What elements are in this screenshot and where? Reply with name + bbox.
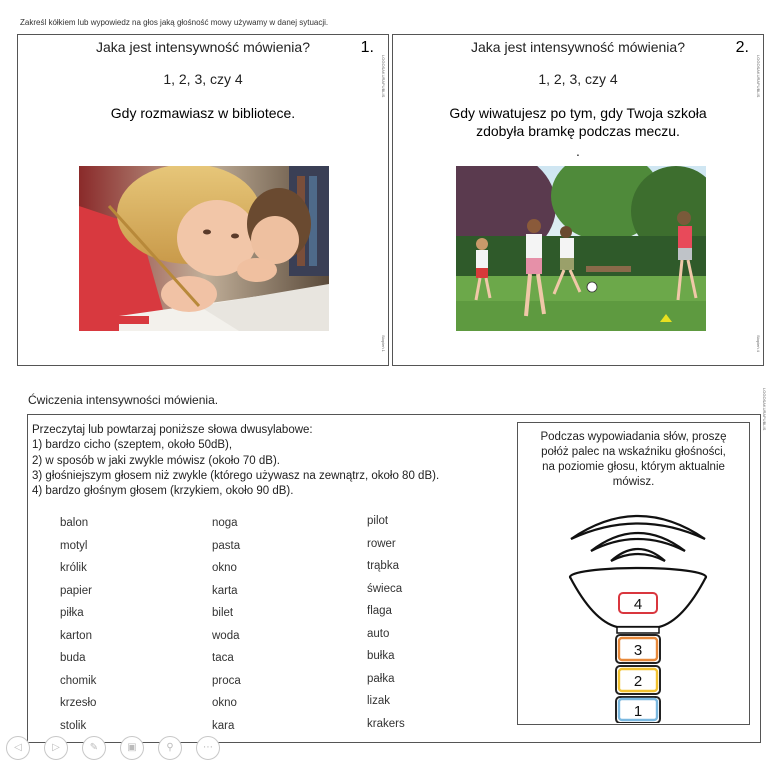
- volume-level-label: 1: [633, 703, 643, 720]
- exercise-box: [27, 414, 761, 743]
- exercise-word: trąbka: [367, 560, 399, 572]
- sound-wave-icon: [571, 524, 705, 540]
- exercise-instructions: [32, 423, 439, 499]
- card-number: 1.: [360, 39, 374, 56]
- exercise-word: rower: [367, 537, 396, 550]
- exercise-word: flaga: [367, 605, 392, 617]
- meter-text-line: Podczas wypowiadania słów, proszę: [540, 431, 727, 443]
- card-side-code: LOGOSAKURAPUBLIS: [756, 55, 761, 98]
- situation-card-1: [17, 34, 389, 366]
- instruction-line: 4) bardzo głośnym głosem (krzykiem, około 90 dB).: [32, 485, 294, 498]
- instruction-line: Przeczytaj lub powtarzaj poniższe słowa dwusylabowe:: [32, 424, 313, 436]
- zoom-icon[interactable]: ⚲: [158, 736, 182, 760]
- volume-level-label: 3: [633, 642, 643, 659]
- instruction-line: 1) bardzo cicho (szeptem, około 50dB),: [32, 439, 233, 452]
- prev-icon[interactable]: ◁: [6, 736, 30, 760]
- exercise-word: motyl: [60, 539, 88, 552]
- sound-wave-icon: [571, 516, 705, 539]
- exercise-word: krzesło: [60, 697, 97, 709]
- exercise-word: chomik: [60, 674, 97, 687]
- situation-card-2: [392, 34, 764, 366]
- exercise-word: krakers: [367, 717, 405, 730]
- card-question: Jaka jest intensywność mówienia?: [471, 39, 685, 55]
- volume-level-label: 4: [633, 596, 643, 613]
- card-dot: .: [576, 143, 580, 159]
- card-situation-line1: Gdy wiwatujesz po tym, gdy Twoja szkoła: [449, 105, 707, 121]
- card-options: 1, 2, 3, czy 4: [538, 71, 618, 87]
- exercise-word: pilot: [367, 515, 389, 527]
- exercise-word: karta: [212, 584, 238, 597]
- card-situation: Gdy rozmawiasz w bibliotece.: [110, 105, 296, 121]
- exercise-word: pasta: [212, 539, 241, 552]
- card-side-page: Stopień 4: [756, 335, 761, 352]
- next-icon[interactable]: ▷: [44, 736, 68, 760]
- exercise-word: okno: [212, 562, 237, 574]
- meter-text-line: połóż palec na wskaźniku głośności,: [541, 446, 726, 458]
- card-question: Jaka jest intensywność mówienia?: [96, 39, 310, 55]
- card-situation-line2: zdobyła bramkę podczas meczu.: [476, 123, 680, 139]
- card-side-code: LOGOSAKURAPUBLIS: [381, 55, 386, 98]
- exercise-word: karton: [60, 629, 92, 642]
- instruction-line: 2) w sposób w jaki zwykle mówisz (około 70 dB).: [32, 454, 280, 467]
- instruction-text: Zakreśl kółkiem lub wypowiedz na głos jaką głośność mowy używamy w danej sytuacji.: [20, 18, 329, 27]
- photo-child-writing: [79, 166, 329, 331]
- exercise-word: taca: [212, 652, 234, 664]
- meter-text-line: mówisz.: [612, 476, 655, 488]
- exercise-word: piłka: [60, 607, 84, 619]
- volume-meter-panel: [517, 422, 750, 725]
- exercise-word: królik: [60, 562, 87, 574]
- exercise-word: buda: [60, 652, 86, 664]
- volume-meter-graphic: [563, 503, 713, 723]
- exercise-word: kara: [212, 719, 235, 732]
- exercise-word: stolik: [60, 719, 87, 732]
- meter-text-line: na poziomie głosu, którym aktualnie: [542, 461, 725, 473]
- card-side-page: Stopień 1: [381, 335, 386, 352]
- exercise-word: świeca: [367, 582, 403, 595]
- exercise-word: balon: [60, 517, 89, 529]
- volume-level-label: 2: [633, 673, 643, 690]
- card-options: 1, 2, 3, czy 4: [163, 71, 243, 87]
- exercise-word: lizak: [367, 695, 391, 707]
- exercise-word: okno: [212, 697, 237, 709]
- exercise-word: pałka: [367, 672, 395, 685]
- exercise-word: auto: [367, 627, 390, 640]
- instruction-line: 3) głośniejszym głosem niż zwykle (którego używasz na zewnątrz, około 80 dB).: [32, 469, 440, 482]
- exercise-word: woda: [212, 629, 240, 642]
- exercise-word: proca: [212, 674, 241, 687]
- exercise-side-code: LOGOSAKURAPUBLIS: [762, 388, 767, 431]
- exercise-word: bułka: [367, 650, 395, 662]
- pen-icon[interactable]: ✎: [82, 736, 106, 760]
- exercise-word: bilet: [212, 607, 234, 619]
- exercise-word: papier: [60, 584, 92, 597]
- more-icon[interactable]: ⋯: [196, 736, 220, 760]
- exercise-word: noga: [212, 517, 238, 529]
- volume-meter-instruction: [528, 430, 739, 490]
- card-number: 2.: [735, 39, 749, 56]
- photo-kids-playing-soccer: [456, 166, 706, 331]
- save-icon[interactable]: ▣: [120, 736, 144, 760]
- exercise-title: Ćwiczenia intensywności mówienia.: [28, 393, 219, 407]
